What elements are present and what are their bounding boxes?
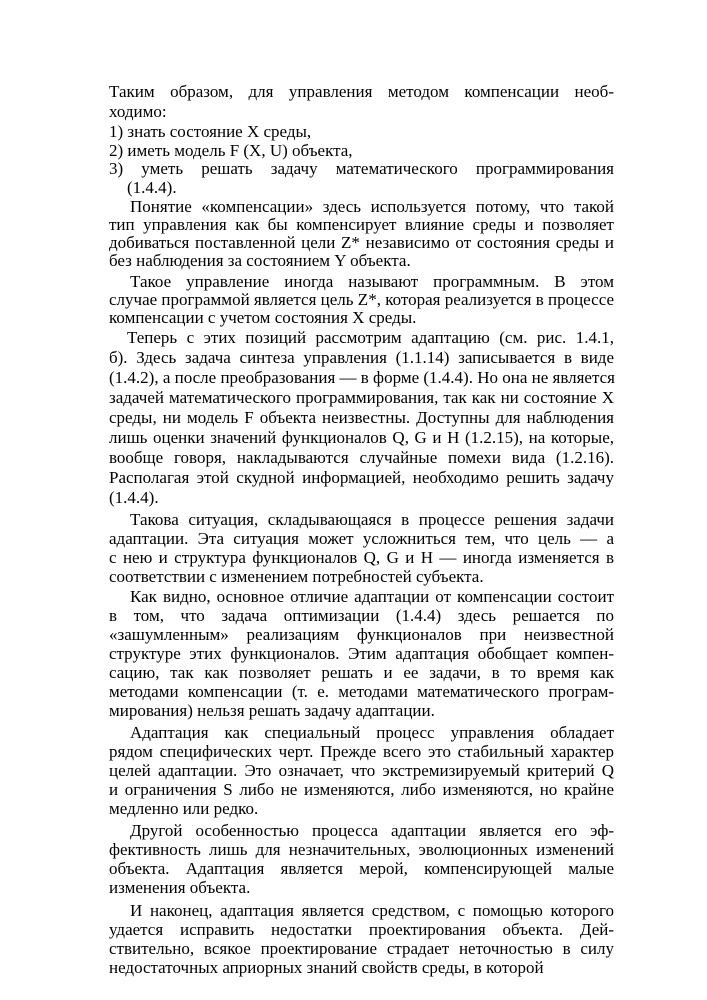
text-line: фективность лишь для незначительных, эволюционных изменений (109, 840, 614, 859)
text-line: соответствии с изменением потребностей субъекта. (109, 567, 484, 586)
text-line: Как видно, основное отличие адаптации от компенсации состоит (130, 587, 614, 606)
text-line: рядом специфических черт. Прежде всего это стабильный характер (109, 742, 614, 761)
text-line: медленно или редко. (109, 799, 259, 818)
text-line: ствительно, всякое проектирование страдает неточностью в силу (109, 939, 614, 958)
text-line: компенсации с учетом состояния X среды. (109, 308, 417, 327)
text-line: Понятие «компенсации» здесь используется потому, что такой (130, 197, 614, 216)
text-line: объекта. Адаптация является мерой, компенсирующей малые (109, 859, 614, 878)
text-line: Такое управление иногда называют программным. В этом (130, 272, 614, 291)
text-line: б). Здесь задача синтеза управления (1.1.14) записывается в виде (109, 348, 614, 367)
text-line: (1.4.4). (109, 488, 159, 507)
text-line: без наблюдения за состоянием Y объекта. (109, 251, 411, 270)
text-line: Таким образом, для управления методом компенсации необ- (109, 82, 614, 101)
text-line: Такова ситуация, складывающаяся в процессе решения задачи (130, 510, 614, 529)
text-line: И наконец, адаптация является средством, с помощью которого (130, 901, 614, 920)
list-item-2: 2) иметь модель F (X, U) объекта, (109, 141, 353, 160)
text-line: лишь оценки значений функционалов Q, G и H (1.2.15), на которые, (109, 428, 614, 447)
text-line: изменения объекта. (109, 878, 251, 897)
text-line: в том, что задача оптимизации (1.4.4) здесь решается по (109, 606, 614, 625)
text-line: среды, ни модель F объекта неизвестны. Доступны для наблюдения (109, 408, 614, 427)
text-line: добиваться поставленной цели Z* независимо от состояния среды и (109, 233, 614, 252)
text-line: Располагая этой скудной информацией, необходимо решить задачу (109, 468, 614, 487)
list-item-3: 3) уметь решать задачу математического программирования (109, 159, 614, 178)
text-line: ходимо: (109, 102, 167, 121)
text-line: случае программой является цель Z*, которая реализуется в процессе (109, 290, 614, 309)
list-item-3-continued: (1.4.4). (127, 178, 177, 197)
text-line: и ограничения S либо не изменяются, либо изменяются, но крайне (109, 780, 614, 799)
text-line: сацию, так как позволяет решать и ее задачи, в то время как (109, 663, 614, 682)
text-line: вообще говоря, накладываются случайные помехи вида (1.2.16). (109, 448, 614, 467)
text-line: с нею и структура функционалов Q, G и H — иногда изменяется в (109, 548, 614, 567)
text-line: методами компенсации (т. е. методами математического програм- (109, 682, 614, 701)
text-line: адаптации. Эта ситуация может усложниться тем, что цель — а (109, 529, 614, 548)
text-line: структуре этих функционалов. Этим адаптация обобщает компен- (109, 644, 614, 663)
text-line: Адаптация как специальный процесс управления обладает (130, 723, 614, 742)
text-line: удается исправить недостатки проектирования объекта. Дей- (109, 920, 614, 939)
text-line: задачей математического программирования, так как ни состояние X (109, 388, 614, 407)
text-line: мирования) нельзя решать задачу адаптации. (109, 701, 435, 720)
text-line: Теперь с этих позиций рассмотрим адаптацию (см. рис. 1.4.1, (127, 328, 614, 347)
list-item-1: 1) знать состояние X среды, (109, 122, 312, 141)
text-line: Другой особенностью процесса адаптации является его эф- (130, 821, 614, 840)
text-line: целей адаптации. Это означает, что экстремизируемый критерий Q (109, 761, 614, 780)
text-line: (1.4.2), а после преобразования — в форме (1.4.4). Но она не является (109, 368, 615, 387)
text-line: тип управления как бы компенсирует влияние среды и позволяет (109, 215, 614, 234)
text-line: недостаточных априорных знаний свойств среды, в которой (109, 958, 544, 977)
text-line: «зашумленным» реализациям функционалов при неизвестной (109, 625, 614, 644)
